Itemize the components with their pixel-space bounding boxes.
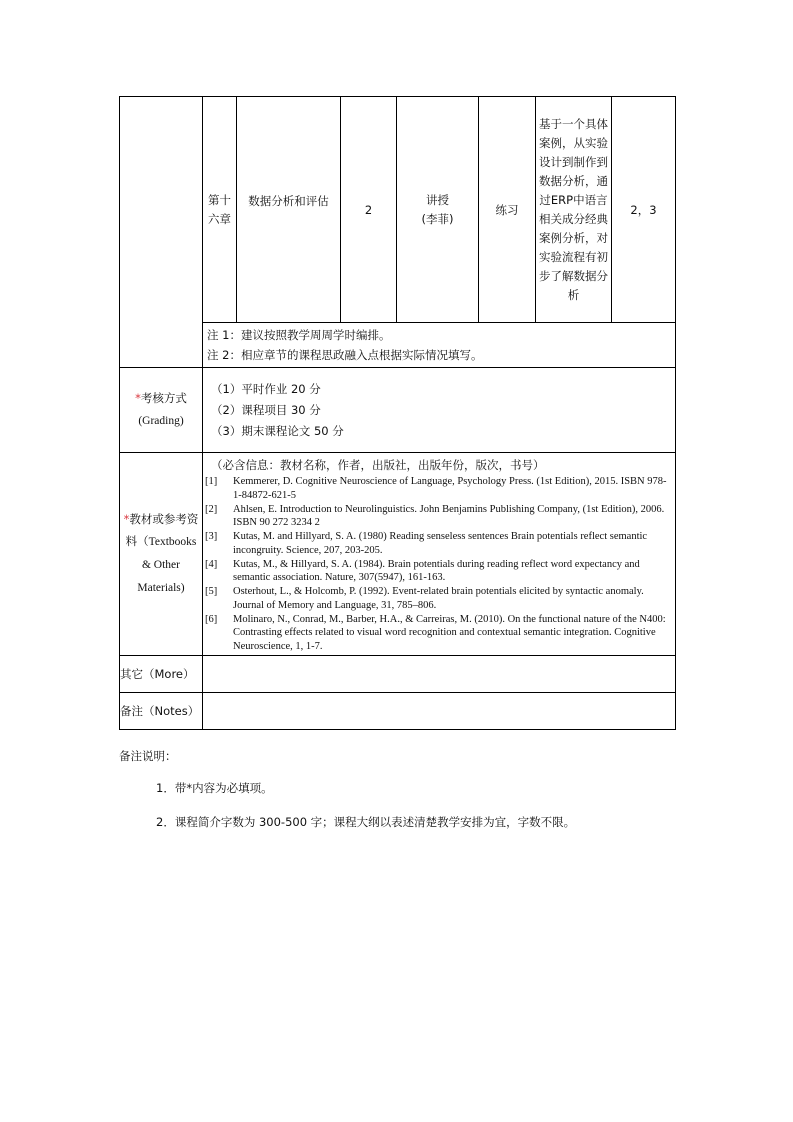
description-cell: 基于一个具体案例，从实验设计到制作到数据分析，通过ERP中语言相关成分经典案例分析，对实验流程有初步了解数据分析 xyxy=(536,97,612,323)
reference-item xyxy=(205,585,671,612)
materials-label-cell xyxy=(120,453,203,656)
reference-text: Ahlsen, E. Introduction to Neurolinguistics. John Benjamins Publishing Company, (1st Edition), 2006. ISBN 90 272 3234 2 xyxy=(233,503,665,528)
reference-number: [4] xyxy=(205,558,218,570)
grading-item-2: （2）课程项目 30 分 xyxy=(211,402,321,417)
references-hint: （必含信息：教材名称，作者，出版社，出版年份，版次，书号） xyxy=(211,458,545,472)
reference-text: Kemmerer, D. Cognitive Neuroscience of Language, Psychology Press. (1st Edition), 2015. ISBN 978-1-84872-621-5 xyxy=(233,476,667,501)
footnote-item-2: 2．课程简介字数为 300-500 字；课程大纲以表述清楚教学安排为宜，字数不限。 xyxy=(156,815,576,829)
objectives-cell: 2，3 xyxy=(612,97,676,323)
schedule-label-cell xyxy=(120,97,203,368)
reference-item xyxy=(205,613,671,654)
grading-items-cell xyxy=(203,368,676,453)
reference-text: Molinaro, N., Conrad, M., Barber, H.A., & Carreiras, M. (2010). On the functional nature of the N400: Contrasting effects related to visual word recognition and contextual semantic integration. Cognitive Neuroscience, 1, 1-7. xyxy=(233,613,666,652)
grading-label-cn: 考核方式 xyxy=(140,391,187,405)
table-note-1: 注 1：建议按照教学周周学时编排。 xyxy=(207,328,391,342)
references-cell xyxy=(203,453,676,656)
materials-label-line3: & Other xyxy=(141,558,180,571)
materials-label-line4: Materials) xyxy=(137,581,185,594)
assignment-cell: 练习 xyxy=(479,97,536,323)
chapter-cell: 第十六章 xyxy=(203,97,237,323)
more-label: 其它（More） xyxy=(120,655,203,692)
reference-number: [3] xyxy=(205,531,218,542)
notes-value xyxy=(203,692,676,729)
grading-item-3: （3）期末课程论文 50 分 xyxy=(211,423,344,438)
teaching-method-label: 讲授 xyxy=(426,192,449,207)
table-notes-cell xyxy=(203,323,676,368)
reference-item xyxy=(205,503,671,530)
footnotes-title: 备注说明： xyxy=(119,749,177,763)
hours-cell: 2 xyxy=(341,97,397,323)
grading-label-cell xyxy=(120,368,203,453)
teaching-method-cell xyxy=(397,97,479,323)
more-row xyxy=(120,655,676,692)
more-value xyxy=(203,655,676,692)
notes-row xyxy=(120,692,676,729)
reference-text: Kutas, M., & Hillyard, S. A. (1984). Brain potentials during reading reflect word expectancy and semantic association. Nature, 307(5947), 161-163. xyxy=(233,558,640,583)
reference-number: [2] xyxy=(205,503,218,515)
required-mark: * xyxy=(135,391,141,405)
reference-item xyxy=(205,475,671,502)
reference-text: Kutas, M. and Hillyard, S. A. (1980) Reading senseless sentences Brain potentials reflect semantic incongruity. Science, 207, 203-205. xyxy=(233,531,648,556)
reference-text: Osterhout, L., & Holcomb, P. (1992). Event-related brain potentials elicited by syntactic anomaly. Journal of Memory and Language, 31, 785–806. xyxy=(233,586,644,611)
reference-item xyxy=(205,530,671,557)
reference-number: [5] xyxy=(205,586,218,597)
table-notes-row xyxy=(120,323,676,368)
materials-row xyxy=(120,453,676,656)
footnote-item-1: 1．带*内容为必填项。 xyxy=(156,781,273,795)
required-mark: * xyxy=(123,511,130,526)
reference-number: [1] xyxy=(205,476,218,487)
reference-item xyxy=(205,558,671,585)
schedule-row xyxy=(120,97,676,323)
materials-label-line1: 教材或参考资 xyxy=(129,511,199,526)
grading-label-en: (Grading) xyxy=(138,415,184,427)
table-note-2: 注 2：相应章节的课程思政融入点根据实际情况填写。 xyxy=(207,348,483,362)
materials-label-line2: 料（Textbooks xyxy=(125,535,197,548)
topic-cell: 数据分析和评估 xyxy=(237,97,341,323)
course-syllabus-table xyxy=(119,96,676,730)
grading-item-1: （1）平时作业 20 分 xyxy=(211,381,321,396)
teacher-name: (李菲) xyxy=(421,211,454,226)
grading-row xyxy=(120,368,676,453)
reference-number: [6] xyxy=(205,613,218,625)
notes-label: 备注（Notes） xyxy=(120,692,203,729)
